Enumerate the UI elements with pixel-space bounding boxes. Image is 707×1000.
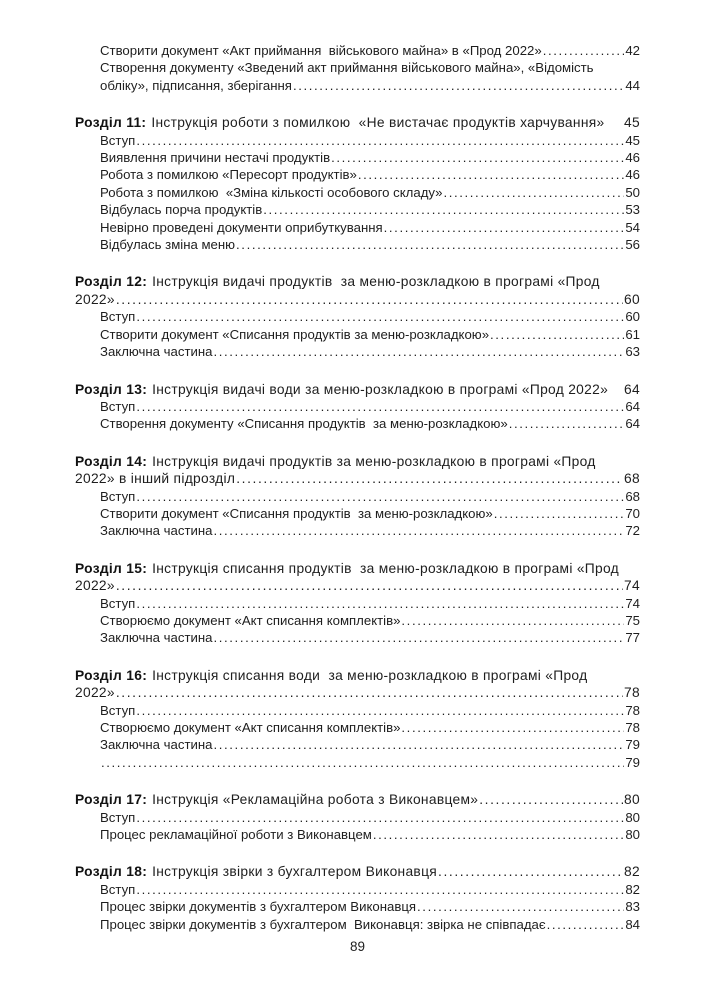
dot-leader: [136, 809, 624, 826]
entry-title: Інструкція списання води за меню-розкладкою в програмі «Прод: [152, 667, 588, 683]
dot-leader: [543, 42, 625, 59]
toc-section: [75, 453, 640, 540]
entry-title: 2022» в інший підрозділ: [75, 471, 236, 487]
page-ref: 54: [625, 219, 640, 235]
toc-chapter-line: [75, 114, 640, 131]
toc-entry-line: [100, 415, 640, 432]
page-ref: 63: [625, 344, 640, 360]
chapter-label: Розділ 17:: [75, 792, 148, 808]
entry-title: Інструкція роботи з помилкою «Не вистачає продуктів харчування»: [151, 115, 605, 131]
dot-leader: [417, 898, 624, 915]
chapter-label: Розділ 11:: [75, 115, 147, 131]
toc-section: [75, 42, 640, 94]
dot-leader: [401, 719, 624, 736]
dot-leader: [136, 488, 624, 505]
entry-title: Інструкція видачі продуктів за меню-розкладкою в програмі «Прод: [152, 274, 600, 290]
toc-section: [75, 114, 640, 253]
dot-leader: [384, 219, 625, 236]
toc-entry-line: [100, 132, 640, 149]
entry-title: Створити документ «Списання продуктів за меню-розкладкою»: [100, 505, 493, 521]
dot-leader: [236, 236, 624, 253]
page-ref: 78: [624, 685, 640, 701]
toc-entry-line: [100, 595, 640, 612]
page-number: 89: [349, 939, 366, 955]
page-ref: 80: [625, 809, 640, 825]
entry-title: 2022»: [75, 578, 115, 594]
chapter-label: Розділ 12:: [75, 274, 148, 290]
entry-title: Створюємо документ «Акт списання комплектів»: [100, 612, 401, 628]
entry-title: Вступ: [100, 132, 136, 148]
toc-section: [75, 791, 640, 843]
toc-entry-line: [100, 916, 640, 933]
toc-entry-line: [100, 42, 640, 59]
entry-title: Відбулась порча продуктів: [100, 202, 263, 218]
dot-leader: [509, 415, 625, 432]
page-ref: 42: [625, 43, 640, 58]
entry-title: обліку», підписання, зберігання: [100, 77, 292, 93]
toc-section: [75, 273, 640, 360]
dot-leader: [214, 736, 625, 753]
entry-title: Заключна частина: [100, 344, 213, 360]
dot-leader: [214, 343, 625, 360]
toc-entry-line: [100, 612, 640, 629]
page-ref: 78: [625, 720, 640, 735]
dot-leader: [116, 684, 623, 701]
toc-entry-line: [100, 826, 640, 843]
toc-entry-line: [100, 326, 640, 343]
toc-entry-line: [100, 719, 640, 736]
dot-leader: [136, 702, 624, 719]
table-of-contents: [75, 42, 640, 933]
toc-entry-line: [100, 898, 640, 915]
page-ref: 61: [625, 326, 640, 342]
page-ref: 77: [625, 630, 640, 646]
entry-title: Вступ: [100, 881, 136, 897]
entry-title: 2022»: [75, 291, 115, 307]
dot-leader: [136, 132, 624, 149]
page-ref: 78: [625, 702, 640, 718]
entry-title: Вступ: [100, 595, 136, 611]
page-ref: 79: [625, 737, 640, 753]
dot-leader: [136, 595, 624, 612]
page-ref: 64: [625, 398, 640, 414]
toc-chapter-line: [75, 791, 640, 808]
page-ref: 64: [625, 416, 640, 432]
toc-entry-line: [100, 881, 640, 898]
entry-title: Процес рекламаційної роботи з Виконавцем: [100, 827, 372, 843]
entry-title: Вступ: [100, 488, 136, 504]
entry-title: Вступ: [100, 309, 136, 325]
toc-entry-line: [100, 308, 640, 325]
toc-chapter-line: [75, 381, 640, 398]
page-ref: 82: [624, 864, 640, 880]
page-ref: 46: [625, 150, 640, 166]
toc-chapter-line: [75, 560, 640, 577]
page-ref: 74: [624, 578, 640, 594]
dot-leader: [438, 863, 623, 880]
toc-chapter-line: [75, 684, 640, 701]
page-ref: 80: [625, 827, 640, 843]
toc-chapter-line: [75, 577, 640, 594]
dot-leader: [443, 184, 624, 201]
dot-leader: [293, 77, 624, 94]
dot-leader: [136, 398, 624, 415]
toc-entry-line: [100, 629, 640, 646]
toc-entry-line: [100, 236, 640, 253]
toc-entry-line: [100, 398, 640, 415]
chapter-label: Розділ 14:: [75, 453, 148, 469]
page-ref: 64: [624, 381, 640, 397]
chapter-label: Розділ 13:: [75, 381, 148, 397]
entry-title: Інструкція списання продуктів за меню-розкладкою в програмі «Прод: [152, 560, 620, 576]
toc-chapter-line: [75, 273, 640, 290]
entry-title: Створюємо документ «Акт списання комплектів»: [100, 720, 401, 735]
entry-title: Заключна частина: [100, 630, 213, 646]
entry-title: Робота з помилкою «Зміна кількості особового складу»: [100, 184, 443, 200]
page-ref: 68: [624, 471, 640, 487]
page-ref: 45: [625, 132, 640, 148]
entry-title: Вступ: [100, 702, 136, 718]
toc-entry-line: [100, 149, 640, 166]
page-ref: 60: [625, 309, 640, 325]
toc-chapter-line: [75, 453, 640, 470]
dot-leader: [331, 149, 624, 166]
dot-leader: [136, 881, 624, 898]
toc-chapter-line: [75, 470, 640, 487]
toc-entry-line: [100, 219, 640, 236]
entry-title: Інструкція видачі продуктів за меню-розкладкою в програмі «Прод: [152, 453, 596, 469]
toc-chapter-line: [75, 291, 640, 308]
toc-entry-line: [100, 809, 640, 826]
page-ref: 44: [625, 77, 640, 93]
page-ref: 45: [624, 115, 640, 131]
entry-title: Створити документ «Списання продуктів за меню-розкладкою»: [100, 326, 490, 342]
page-ref: 79: [625, 754, 640, 770]
entry-title: Відбулась зміна меню: [100, 237, 236, 253]
entry-title: Вступ: [100, 809, 136, 825]
toc-entry-line: [100, 77, 640, 94]
dot-leader: [494, 505, 625, 522]
entry-title: Процес звірки документів з бухгалтером Виконавця: [100, 899, 417, 915]
dot-leader: [136, 308, 624, 325]
entry-title: Створити документ «Акт приймання військового майна» в «Прод 2022»: [100, 43, 542, 58]
entry-title: Інструкція видачі води за меню-розкладкою в програмі «Прод 2022»: [152, 381, 609, 397]
chapter-label: Розділ 16:: [75, 667, 148, 683]
toc-entry-line: [100, 488, 640, 505]
page-ref: 70: [625, 505, 640, 521]
page-ref: 46: [625, 167, 640, 183]
entry-title: Інструкція звірки з бухгалтером Виконавця: [152, 864, 438, 880]
toc-entry-line: [100, 343, 640, 360]
dot-leader: [116, 291, 623, 308]
entry-title: Процес звірки документів з бухгалтером Виконавця: звірка не співпадає: [100, 916, 546, 932]
dot-leader: [214, 629, 625, 646]
toc-section: [75, 667, 640, 771]
toc-section: [75, 560, 640, 647]
dot-leader: [373, 826, 624, 843]
chapter-label: Розділ 18:: [75, 864, 148, 880]
entry-title: Виявлення причини нестачі продуктів: [100, 150, 331, 166]
page-ref: 84: [625, 916, 640, 932]
dot-leader: [358, 166, 624, 183]
dot-leader: [490, 326, 624, 343]
chapter-label: Розділ 15:: [75, 560, 148, 576]
dot-leader: [236, 470, 623, 487]
page-ref: 60: [624, 291, 640, 307]
toc-section: [75, 863, 640, 933]
entry-title: Інструкція «Рекламаційна робота з Виконавцем»: [152, 792, 479, 808]
dot-leader: [547, 916, 625, 933]
page-ref: 75: [625, 612, 640, 628]
page-ref: 82: [625, 881, 640, 897]
entry-title: Заключна частина: [100, 737, 213, 753]
toc-chapter-line: [75, 667, 640, 684]
toc-entry-line: [100, 166, 640, 183]
entry-title: Невірно проведені документи оприбуткування: [100, 219, 383, 235]
page-ref: 83: [625, 899, 640, 915]
dot-leader: [116, 577, 623, 594]
toc-entry-line: [100, 59, 640, 76]
dot-leader: [214, 522, 625, 539]
dot-leader: [101, 754, 624, 771]
page-ref: 68: [625, 488, 640, 504]
page-ref: 53: [625, 202, 640, 218]
toc-section: [75, 381, 640, 433]
toc-chapter-line: [75, 863, 640, 880]
page-ref: 72: [625, 523, 640, 539]
page-ref: 56: [625, 237, 640, 253]
toc-entry-line: [100, 702, 640, 719]
entry-title: Робота з помилкою «Пересорт продуктів»: [100, 167, 357, 183]
page-ref: 74: [625, 595, 640, 611]
toc-entry-line: [100, 754, 640, 771]
dot-leader: [263, 201, 624, 218]
entry-title: Заключна частина: [100, 523, 213, 539]
entry-title: Вступ: [100, 398, 136, 414]
entry-title: Створення документу «Списання продуктів за меню-розкладкою»: [100, 416, 508, 432]
entry-title: 2022»: [75, 685, 115, 701]
dot-leader: [401, 612, 624, 629]
toc-entry-line: [100, 184, 640, 201]
toc-entry-line: [100, 736, 640, 753]
entry-title: Створення документу «Зведений акт приймання військового майна», «Відомість: [100, 60, 594, 76]
page-ref: 50: [625, 184, 640, 200]
page-ref: 80: [624, 792, 640, 808]
toc-entry-line: [100, 505, 640, 522]
dot-leader: [479, 791, 623, 808]
toc-entry-line: [100, 201, 640, 218]
toc-entry-line: [100, 522, 640, 539]
